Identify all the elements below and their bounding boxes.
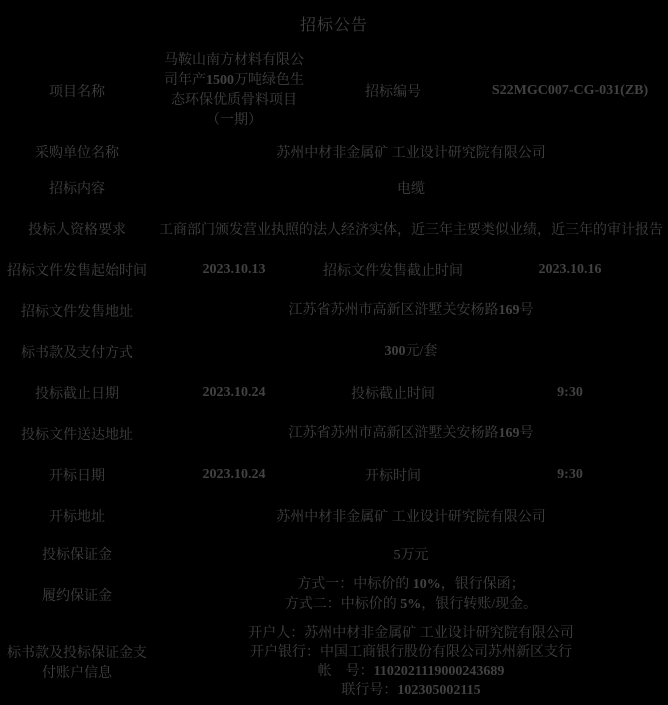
sale-start-label: 招标文件发售起始时间 (7, 263, 147, 279)
payment-account-label: 标书款及投标保证金支付账户信息 (7, 645, 147, 681)
performance-bond-line2-text: 方式二：中标价的 (284, 597, 401, 612)
tender-no-label: 招标编号 (365, 85, 421, 100)
clearing-number-label: 联行号： (341, 682, 398, 698)
delivery-address-text-suffix: 号 (519, 425, 534, 441)
delivery-address-number: 169 (498, 425, 520, 441)
performance-bond-line2-suffix: ，银行转账/现金。 (421, 597, 538, 612)
qualification-value: 工商部门颁发营业执照的法人经济实体，近三年主要类似业绩，近三年的审计报告 (159, 222, 663, 238)
bid-deadline-time-value: 9:30 (557, 384, 583, 400)
project-name-text: 马鞍山南方材料有限公司年产 (164, 53, 304, 88)
qualification-label: 投标人资格要求 (28, 222, 126, 238)
bid-bond-value: 5万元 (393, 548, 429, 563)
clearing-number-line (157, 681, 665, 700)
purchaser-value: 苏州中材非金属矿 工业设计研究院有限公司 (276, 145, 546, 161)
clearing-number-value: 102305002115 (397, 682, 481, 698)
tender-no-value: S22MGC007-CG-031(ZB) (491, 83, 649, 98)
account-bank-line: 开户银行：中国工商银行股份有限公司苏州新区支行 (250, 644, 572, 660)
doc-fee-unit: 元/套 (405, 343, 438, 359)
doc-fee-label: 标书款及支付方式 (21, 345, 133, 361)
sale-end-value: 2023.10.16 (538, 261, 602, 277)
opening-time-label: 开标时间 (365, 468, 421, 484)
account-number-value: 1102021119000243689 (373, 663, 505, 679)
tender-content-label: 招标内容 (49, 181, 105, 197)
performance-bond-value (154, 572, 668, 618)
opening-date-label: 开标日期 (49, 468, 105, 484)
sale-address-text-suffix: 号 (519, 302, 534, 318)
opening-address-label: 开标地址 (49, 509, 105, 525)
page-title: 招标公告 (299, 16, 368, 34)
sale-address-label: 招标文件发售地址 (21, 304, 133, 320)
performance-bond-line1 (157, 575, 665, 595)
performance-bond-line1-number: 10% (412, 577, 441, 592)
bid-bond-label: 投标保证金 (42, 548, 112, 563)
project-name-text-suffix: 万吨绿色生态环保优质骨料项目（一期） (171, 73, 304, 128)
delivery-address-text: 江苏省苏州市高新区浒墅关安杨路 (288, 425, 499, 441)
doc-fee-number: 300 (384, 343, 406, 359)
sale-end-label: 招标文件发售截止时间 (323, 263, 463, 279)
payment-account-value (154, 618, 668, 705)
account-number-label: 帐 号： (317, 663, 374, 679)
performance-bond-line2 (157, 595, 665, 615)
opening-address-value: 苏州中材非金属矿 工业设计研究院有限公司 (276, 509, 546, 525)
doc-fee-value (154, 331, 668, 372)
delivery-address-value (154, 413, 668, 454)
account-holder-line: 开户人：苏州中材非金属矿 工业设计研究院有限公司 (248, 625, 574, 641)
opening-time-value: 9:30 (557, 466, 583, 482)
bid-deadline-time-label: 投标截止时间 (351, 386, 435, 402)
performance-bond-label: 履约保证金 (42, 589, 112, 604)
performance-bond-line1-text: 方式一：中标价的 (297, 577, 413, 592)
project-name-label: 项目名称 (49, 85, 105, 100)
opening-date-value: 2023.10.24 (202, 466, 266, 482)
project-name-number: 1500 (206, 73, 234, 88)
account-number-line (157, 662, 665, 681)
sale-start-value: 2023.10.13 (202, 261, 266, 277)
delivery-address-label: 投标文件送达地址 (21, 427, 133, 443)
sale-address-text: 江苏省苏州市高新区浒墅关安杨路 (288, 302, 499, 318)
tender-content-value: 电缆 (397, 181, 425, 197)
sale-address-value (154, 290, 668, 331)
bid-deadline-date-value: 2023.10.24 (202, 384, 266, 400)
sale-address-number: 169 (498, 302, 520, 318)
project-name-value (154, 46, 314, 136)
purchaser-label: 采购单位名称 (35, 145, 119, 161)
performance-bond-line1-suffix: ，银行保函； (440, 577, 525, 592)
performance-bond-line2-number: 5% (400, 597, 422, 612)
bid-deadline-date-label: 投标截止日期 (35, 386, 119, 402)
